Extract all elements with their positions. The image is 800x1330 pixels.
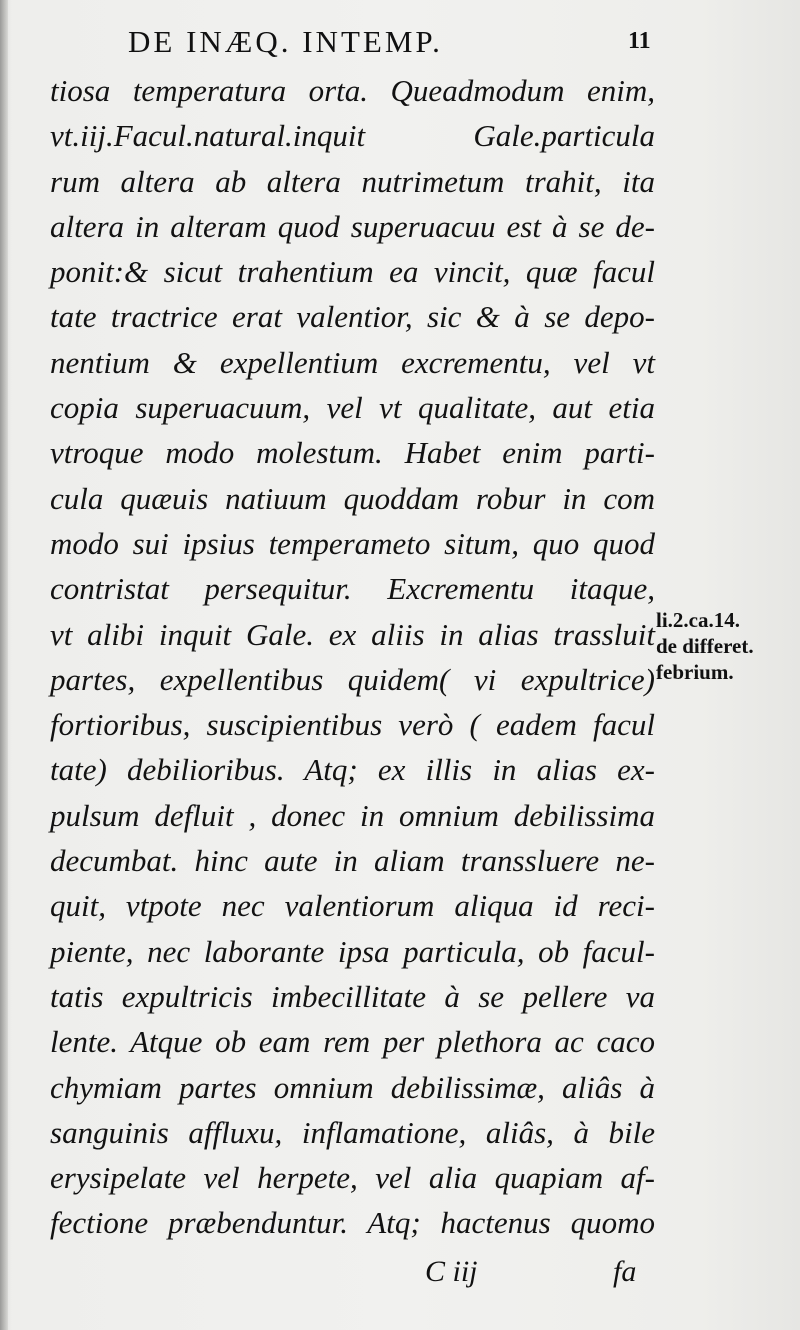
text-line: vt.iij.Facul.natural.inquit Gale.particula — [50, 118, 655, 154]
text-line: nentium & expellentium excrementu, vel vt — [50, 344, 655, 380]
text-line: sanguinis affluxu, inflamatione, aliâs, à bile — [50, 1114, 655, 1150]
text-line: chymiam partes omnium debilissimæ, aliâs à — [50, 1069, 655, 1105]
body-text — [50, 68, 655, 1246]
text-line: tate) debilioribus. Atq; ex illis in alias ex- — [50, 752, 655, 788]
text-line: lente. Atque ob eam rem per plethora ac caco — [50, 1024, 655, 1060]
margin-note-line: febrium. — [656, 660, 734, 684]
signature-mark: C iij — [425, 1255, 478, 1288]
text-line: fortioribus, suscipientibus verò ( eadem facul — [50, 707, 655, 743]
text-line: vt alibi inquit Gale. ex aliis in alias trassluit — [50, 616, 655, 652]
text-line: decumbat. hinc aute in aliam transsluere ne- — [50, 843, 655, 879]
margin-note — [656, 607, 754, 685]
text-line: pulsum defluit , donec in omnium debilissima — [50, 797, 655, 833]
text-line: quit, vtpote nec valentiorum aliqua id reci- — [50, 888, 655, 924]
folio-number: 11 — [628, 28, 651, 54]
text-line: altera in alteram quod superuacuu est à se de- — [50, 208, 655, 244]
text-line: fectione præbenduntur. Atq; hactenus quomo — [50, 1205, 655, 1241]
text-line: vtroque modo molestum. Habet enim parti- — [50, 435, 655, 471]
text-line: modo sui ipsius temperameto situm, quo quod — [50, 525, 655, 561]
text-line: erysipelate vel herpete, vel alia quapiam af- — [50, 1160, 655, 1196]
text-line: cula quæuis natiuum quoddam robur in com — [50, 480, 655, 516]
text-line: copia superuacuum, vel vt qualitate, aut etia — [50, 390, 655, 426]
text-line: rum altera ab altera nutrimetum trahit, ita — [50, 163, 655, 199]
text-line: tate tractrice erat valentior, sic & à se depo- — [50, 299, 655, 335]
margin-note-line: de differet. — [656, 634, 754, 658]
catchword: fa — [613, 1255, 637, 1288]
text-line: tatis expultricis imbecillitate à se pellere va — [50, 978, 655, 1014]
running-title: DE INÆQ. INTEMP. — [128, 24, 443, 59]
text-line: tiosa temperatura orta. Queadmodum enim, — [50, 73, 655, 108]
text-line: partes, expellentibus quidem( vi expultrice) — [50, 661, 655, 697]
margin-note-line: li.2.ca.14. — [656, 608, 740, 632]
text-line: ponit:& sicut trahentium ea vincit, quæ facul — [50, 254, 655, 290]
page-binding-edge — [0, 0, 8, 1330]
text-line: contristat persequitur. Excrementu itaque, — [50, 571, 655, 607]
text-line: piente, nec laborante ipsa particula, ob facul- — [50, 933, 655, 969]
